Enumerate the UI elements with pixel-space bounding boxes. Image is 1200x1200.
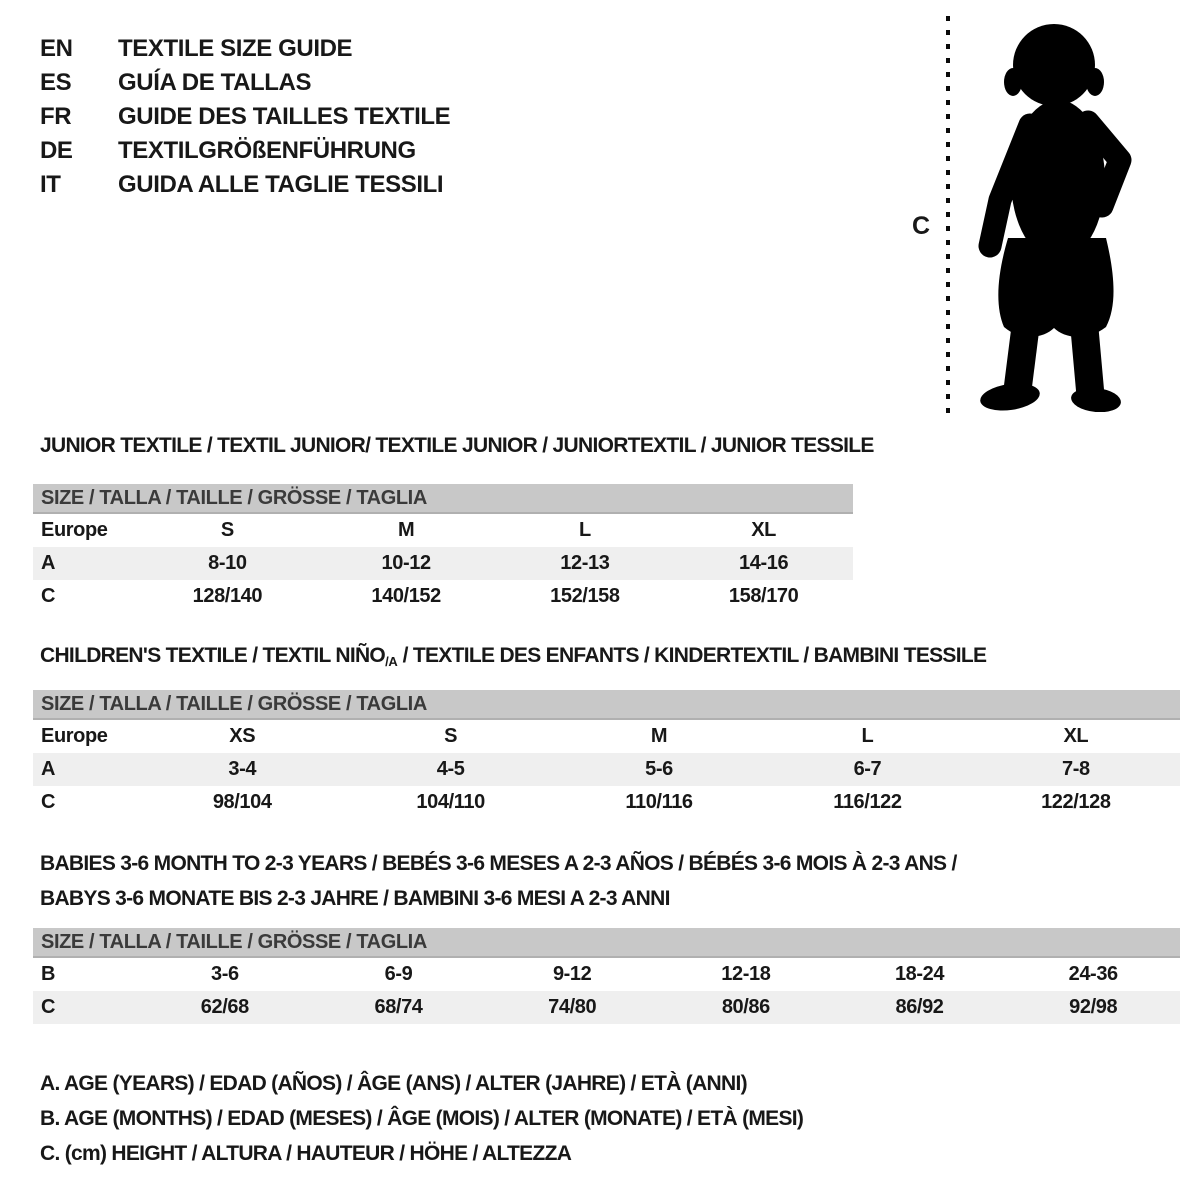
language-code: EN (40, 35, 73, 62)
age-cell: 4-5 (436, 758, 465, 780)
toddler-silhouette-icon (968, 20, 1136, 412)
age-cell: 12-13 (560, 552, 610, 574)
height-cell: 62/68 (200, 996, 249, 1018)
table-row-months (33, 958, 1180, 991)
age-cell: 7-8 (1061, 758, 1090, 780)
height-cell: 92/98 (1069, 996, 1118, 1018)
guide-title-en: TEXTILE SIZE GUIDE (118, 35, 353, 62)
language-row-fr (40, 100, 450, 134)
measurement-legend (40, 1066, 803, 1171)
row-label: C (41, 791, 56, 813)
table-row-europe (33, 720, 1180, 753)
children-title-post: / TEXTILE DES ENFANTS / KINDERTEXTIL / BAMBINI TESSILE (397, 644, 987, 667)
size-cell: S (220, 519, 234, 541)
height-cell: 122/128 (1041, 791, 1111, 813)
children-size-table (33, 690, 1180, 819)
height-measure-label: C (912, 212, 930, 240)
babies-title-line2: BABYS 3-6 MONATE BIS 2-3 JAHRE / BAMBINI 3-6 MESI A 2-3 ANNI (40, 887, 670, 910)
table-row-age (33, 547, 853, 580)
children-title-pre: CHILDREN'S TEXTILE / TEXTIL NIÑO (40, 644, 386, 667)
row-label: B (41, 963, 56, 985)
row-label: C (41, 996, 56, 1018)
language-title-list (40, 32, 450, 202)
months-cell: 18-24 (894, 963, 945, 985)
row-label: A (41, 758, 56, 780)
height-cell: 140/152 (371, 585, 441, 607)
months-cell: 6-9 (384, 963, 413, 985)
guide-title-it: GUIDA ALLE TAGLIE TESSILI (118, 171, 444, 198)
guide-title-fr: GUIDE DES TAILLES TEXTILE (118, 103, 451, 130)
age-cell: 10-12 (381, 552, 431, 574)
age-cell: 8-10 (208, 552, 247, 574)
height-cell: 98/104 (212, 791, 272, 813)
age-cell: 6-7 (853, 758, 882, 780)
size-cell: XL (1063, 725, 1089, 747)
babies-size-table (33, 928, 1180, 1024)
children-title-subscript: /A (385, 654, 398, 669)
language-code: DE (40, 137, 73, 164)
age-cell: 5-6 (645, 758, 673, 780)
language-row-es (40, 66, 450, 100)
legend-line-b: B. AGE (MONTHS) / EDAD (MESES) / ÂGE (MOIS) / ALTER (MONATE) / ETÀ (MESI) (40, 1106, 804, 1130)
babies-section-title (40, 846, 957, 916)
height-cell: 74/80 (548, 996, 597, 1018)
months-cell: 12-18 (721, 963, 771, 985)
size-header-bar: SIZE / TALLA / TAILLE / GRÖSSE / TAGLIA (33, 690, 1180, 720)
height-cell: 128/140 (192, 585, 263, 607)
height-cell: 86/92 (895, 996, 944, 1018)
row-label: Europe (41, 725, 108, 747)
size-cell: XL (751, 519, 776, 541)
language-code: FR (40, 103, 72, 130)
table-row-age (33, 753, 1180, 786)
language-code: ES (40, 69, 72, 96)
height-cell: 152/158 (550, 585, 620, 607)
language-row-de (40, 134, 450, 168)
language-row-it (40, 168, 450, 202)
language-code: IT (40, 171, 61, 198)
height-cell: 116/122 (833, 791, 902, 813)
months-cell: 24-36 (1068, 963, 1118, 985)
size-cell: S (444, 725, 458, 747)
size-cell: L (578, 519, 591, 541)
row-label: C (41, 585, 56, 607)
height-cell: 110/116 (625, 791, 693, 813)
age-cell: 3-4 (228, 758, 257, 780)
language-row-en (40, 32, 450, 66)
guide-title-de: TEXTILGRÖßENFÜHRUNG (118, 137, 416, 164)
size-cell: M (397, 519, 415, 541)
months-cell: 3-6 (210, 963, 239, 985)
height-cell: 158/170 (728, 585, 799, 607)
guide-title-es: GUÍA DE TALLAS (118, 69, 312, 96)
row-label: A (41, 552, 56, 574)
size-cell: M (650, 725, 668, 747)
size-cell: L (861, 725, 874, 747)
height-dashed-line-icon (944, 16, 952, 418)
babies-title-line1: BABIES 3-6 MONTH TO 2-3 YEARS / BEBÉS 3-6 MESES A 2-3 AÑOS / BÉBÉS 3-6 MOIS À 2-3 ANS / (40, 852, 957, 875)
legend-line-a: A. AGE (YEARS) / EDAD (AÑOS) / ÂGE (ANS) / ALTER (JAHRE) / ETÀ (ANNI) (40, 1071, 747, 1095)
junior-size-table (33, 484, 853, 613)
table-row-height (33, 991, 1180, 1024)
table-row-height (33, 786, 1180, 819)
height-cell: 68/74 (374, 996, 423, 1018)
age-cell: 14-16 (739, 552, 789, 574)
table-row-europe (33, 514, 853, 547)
children-section-title (40, 644, 986, 669)
size-header-bar: SIZE / TALLA / TAILLE / GRÖSSE / TAGLIA (33, 928, 1180, 958)
months-cell: 9-12 (552, 963, 592, 985)
legend-line-c: C. (cm) HEIGHT / ALTURA / HAUTEUR / HÖHE / ALTEZZA (40, 1141, 572, 1165)
height-cell: 80/86 (721, 996, 770, 1018)
row-label: Europe (41, 519, 108, 541)
junior-section-title: JUNIOR TEXTILE / TEXTIL JUNIOR/ TEXTILE JUNIOR / JUNIORTEXTIL / JUNIOR TESSILE (40, 434, 874, 457)
height-cell: 104/110 (416, 791, 485, 813)
table-row-height (33, 580, 853, 613)
size-header-bar: SIZE / TALLA / TAILLE / GRÖSSE / TAGLIA (33, 484, 853, 514)
size-cell: XS (229, 725, 256, 747)
